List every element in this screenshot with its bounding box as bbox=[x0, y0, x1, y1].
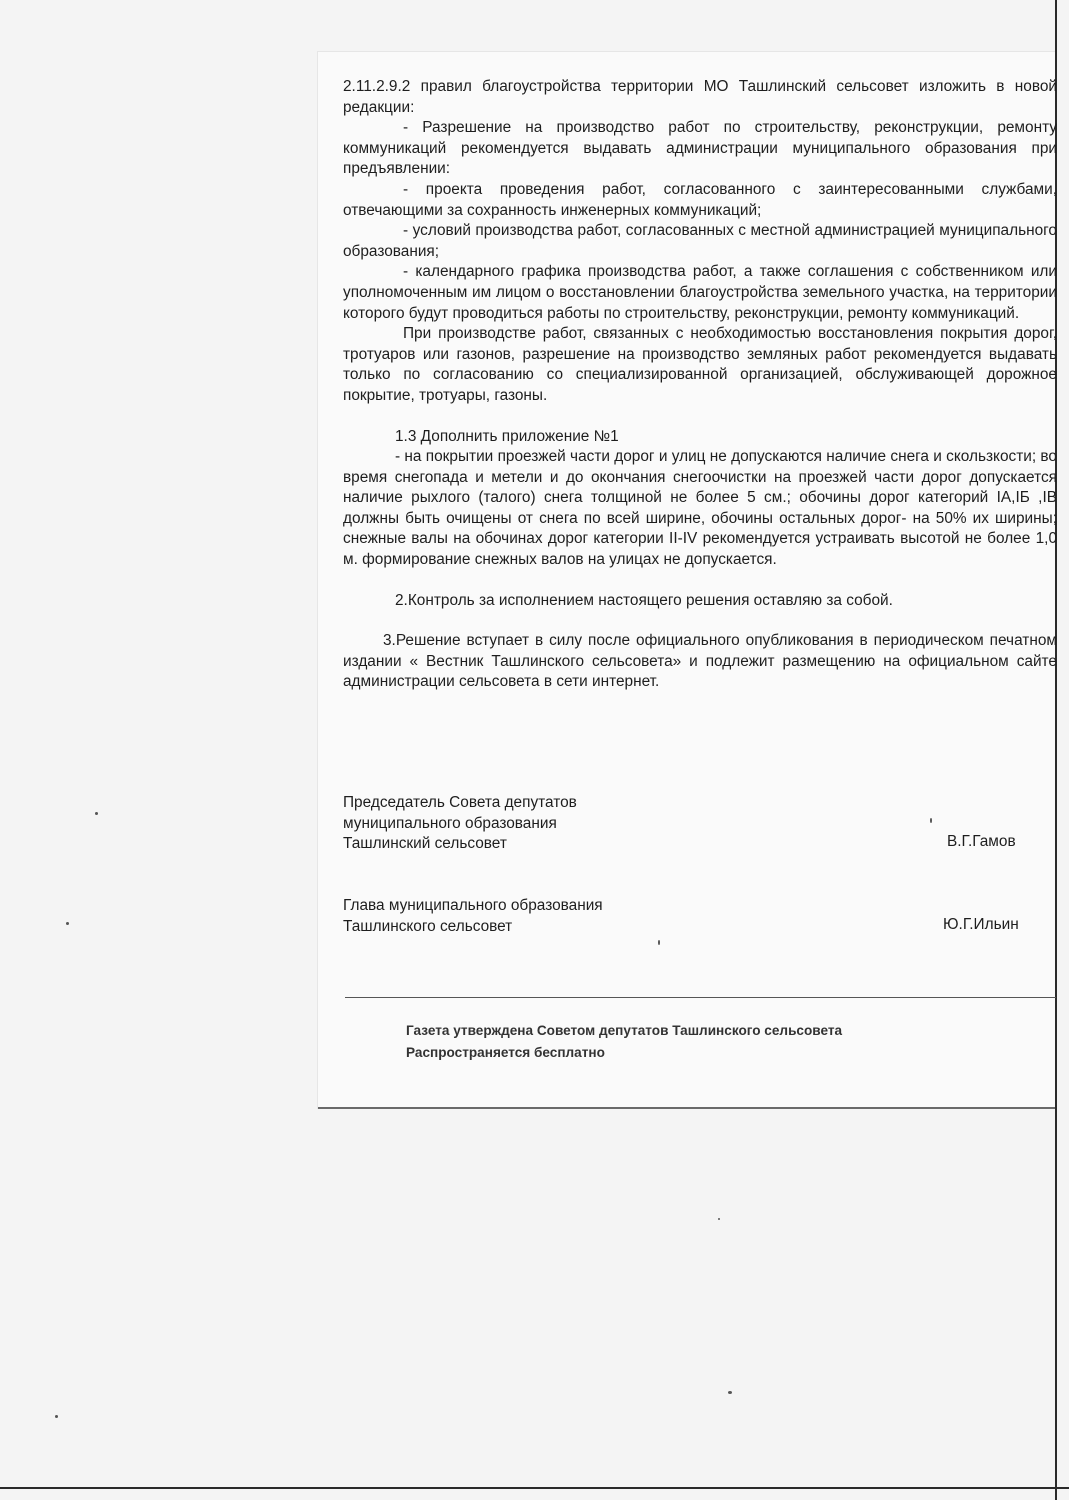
paragraph-point-3: 3.Решение вступает в силу после официального опубликования в периодическом печатном издании « Вестник Ташлинского сельсовета» и подлежит размещению на официальном сайте администрации сельсовета в сети интернет. bbox=[343, 632, 1057, 691]
head-title-line: Глава муниципального образования bbox=[343, 897, 603, 914]
head-title-line: Ташлинского сельсовет bbox=[343, 917, 513, 935]
paragraph: 2.11.2.9.2 правил благоустройства территории МО Ташлинский сельсовет изложить в новой редакции: bbox=[343, 78, 1057, 116]
paragraph: При производстве работ, связанных с необходимостью восстановления покрытия дорог, тротуаров или газонов, разрешение на производство земляных работ рекомендуется выдавать только по согласованию со специализированной организацией, обслуживающей дорожное покрытие, тротуары, газоны. bbox=[343, 325, 1057, 404]
scan-speck bbox=[55, 1415, 58, 1418]
paragraph: - условий производства работ, согласованных с местной администрацией муниципального образования; bbox=[343, 222, 1057, 260]
sheet-edge-line bbox=[318, 1107, 1057, 1109]
scan-speck bbox=[930, 818, 932, 823]
chairman-title-line: муниципального образования bbox=[343, 814, 557, 832]
scan-speck bbox=[95, 812, 98, 815]
footer-divider bbox=[345, 997, 1056, 998]
footer-line: Газета утверждена Советом депутатов Ташлинского сельсовета bbox=[406, 1023, 843, 1038]
scan-edge-bottom bbox=[0, 1487, 1069, 1489]
chairman-name: В.Г.Гамов bbox=[947, 833, 1016, 850]
scan-speck bbox=[718, 1218, 720, 1220]
chairman-title-line: Ташлинский сельсовет bbox=[343, 835, 507, 853]
chairman-title-line: Председатель Совета депутатов bbox=[343, 794, 577, 811]
head-name: Ю.Г.Ильин bbox=[943, 916, 1019, 933]
document-body bbox=[343, 77, 1057, 693]
paragraph: - Разрешение на производство работ по строительству, реконструкции, ремонту коммуникаций рекомендуется выдавать администрации муниципального образования при предъявлении: bbox=[343, 119, 1057, 178]
chairman-signature-block bbox=[343, 793, 577, 855]
paragraph: - проекта проведения работ, согласованного с заинтересованными службами, отвечающими за сохранность инженерных коммуникаций; bbox=[343, 180, 1057, 219]
footer-line: Распространяется бесплатно bbox=[406, 1045, 605, 1060]
paragraph: - календарного графика производства работ, а также соглашения с собственником или уполномоченным им лицом о восстановлении благоустройства земельного участка, на территории которого будут проводиться работы по строительству, реконструкции, ремонту коммуникаций. bbox=[343, 263, 1057, 322]
paragraph-point-2: 2.Контроль за исполнением настоящего решения оставляю за собой. bbox=[395, 591, 893, 609]
head-signature-block bbox=[343, 896, 603, 937]
paragraph: - на покрытии проезжей части дорог и улиц не допускаются наличие снега и скользкости; во время снегопада и метели и до окончания снегоочистки на проезжей части дорог допускается наличие рыхлого (талого) снега толщиной не более 5 см.; обочины дорог категорий IА,IБ ,IВ должны быть очищены от снега по всей ширине, обочины остальных дорог- на 50% их ширины; снежные валы на обочинах дорог категории II-IV рекомендуется устраивать высотой не более 1,0 м. формирование снежных валов на улицах не допускается. bbox=[343, 448, 1057, 569]
scan-speck bbox=[658, 940, 660, 945]
section-heading: 1.3 Дополнить приложение №1 bbox=[395, 427, 619, 445]
scan-speck bbox=[728, 1391, 732, 1394]
scan-speck bbox=[66, 922, 69, 925]
newspaper-footer bbox=[406, 1020, 842, 1064]
